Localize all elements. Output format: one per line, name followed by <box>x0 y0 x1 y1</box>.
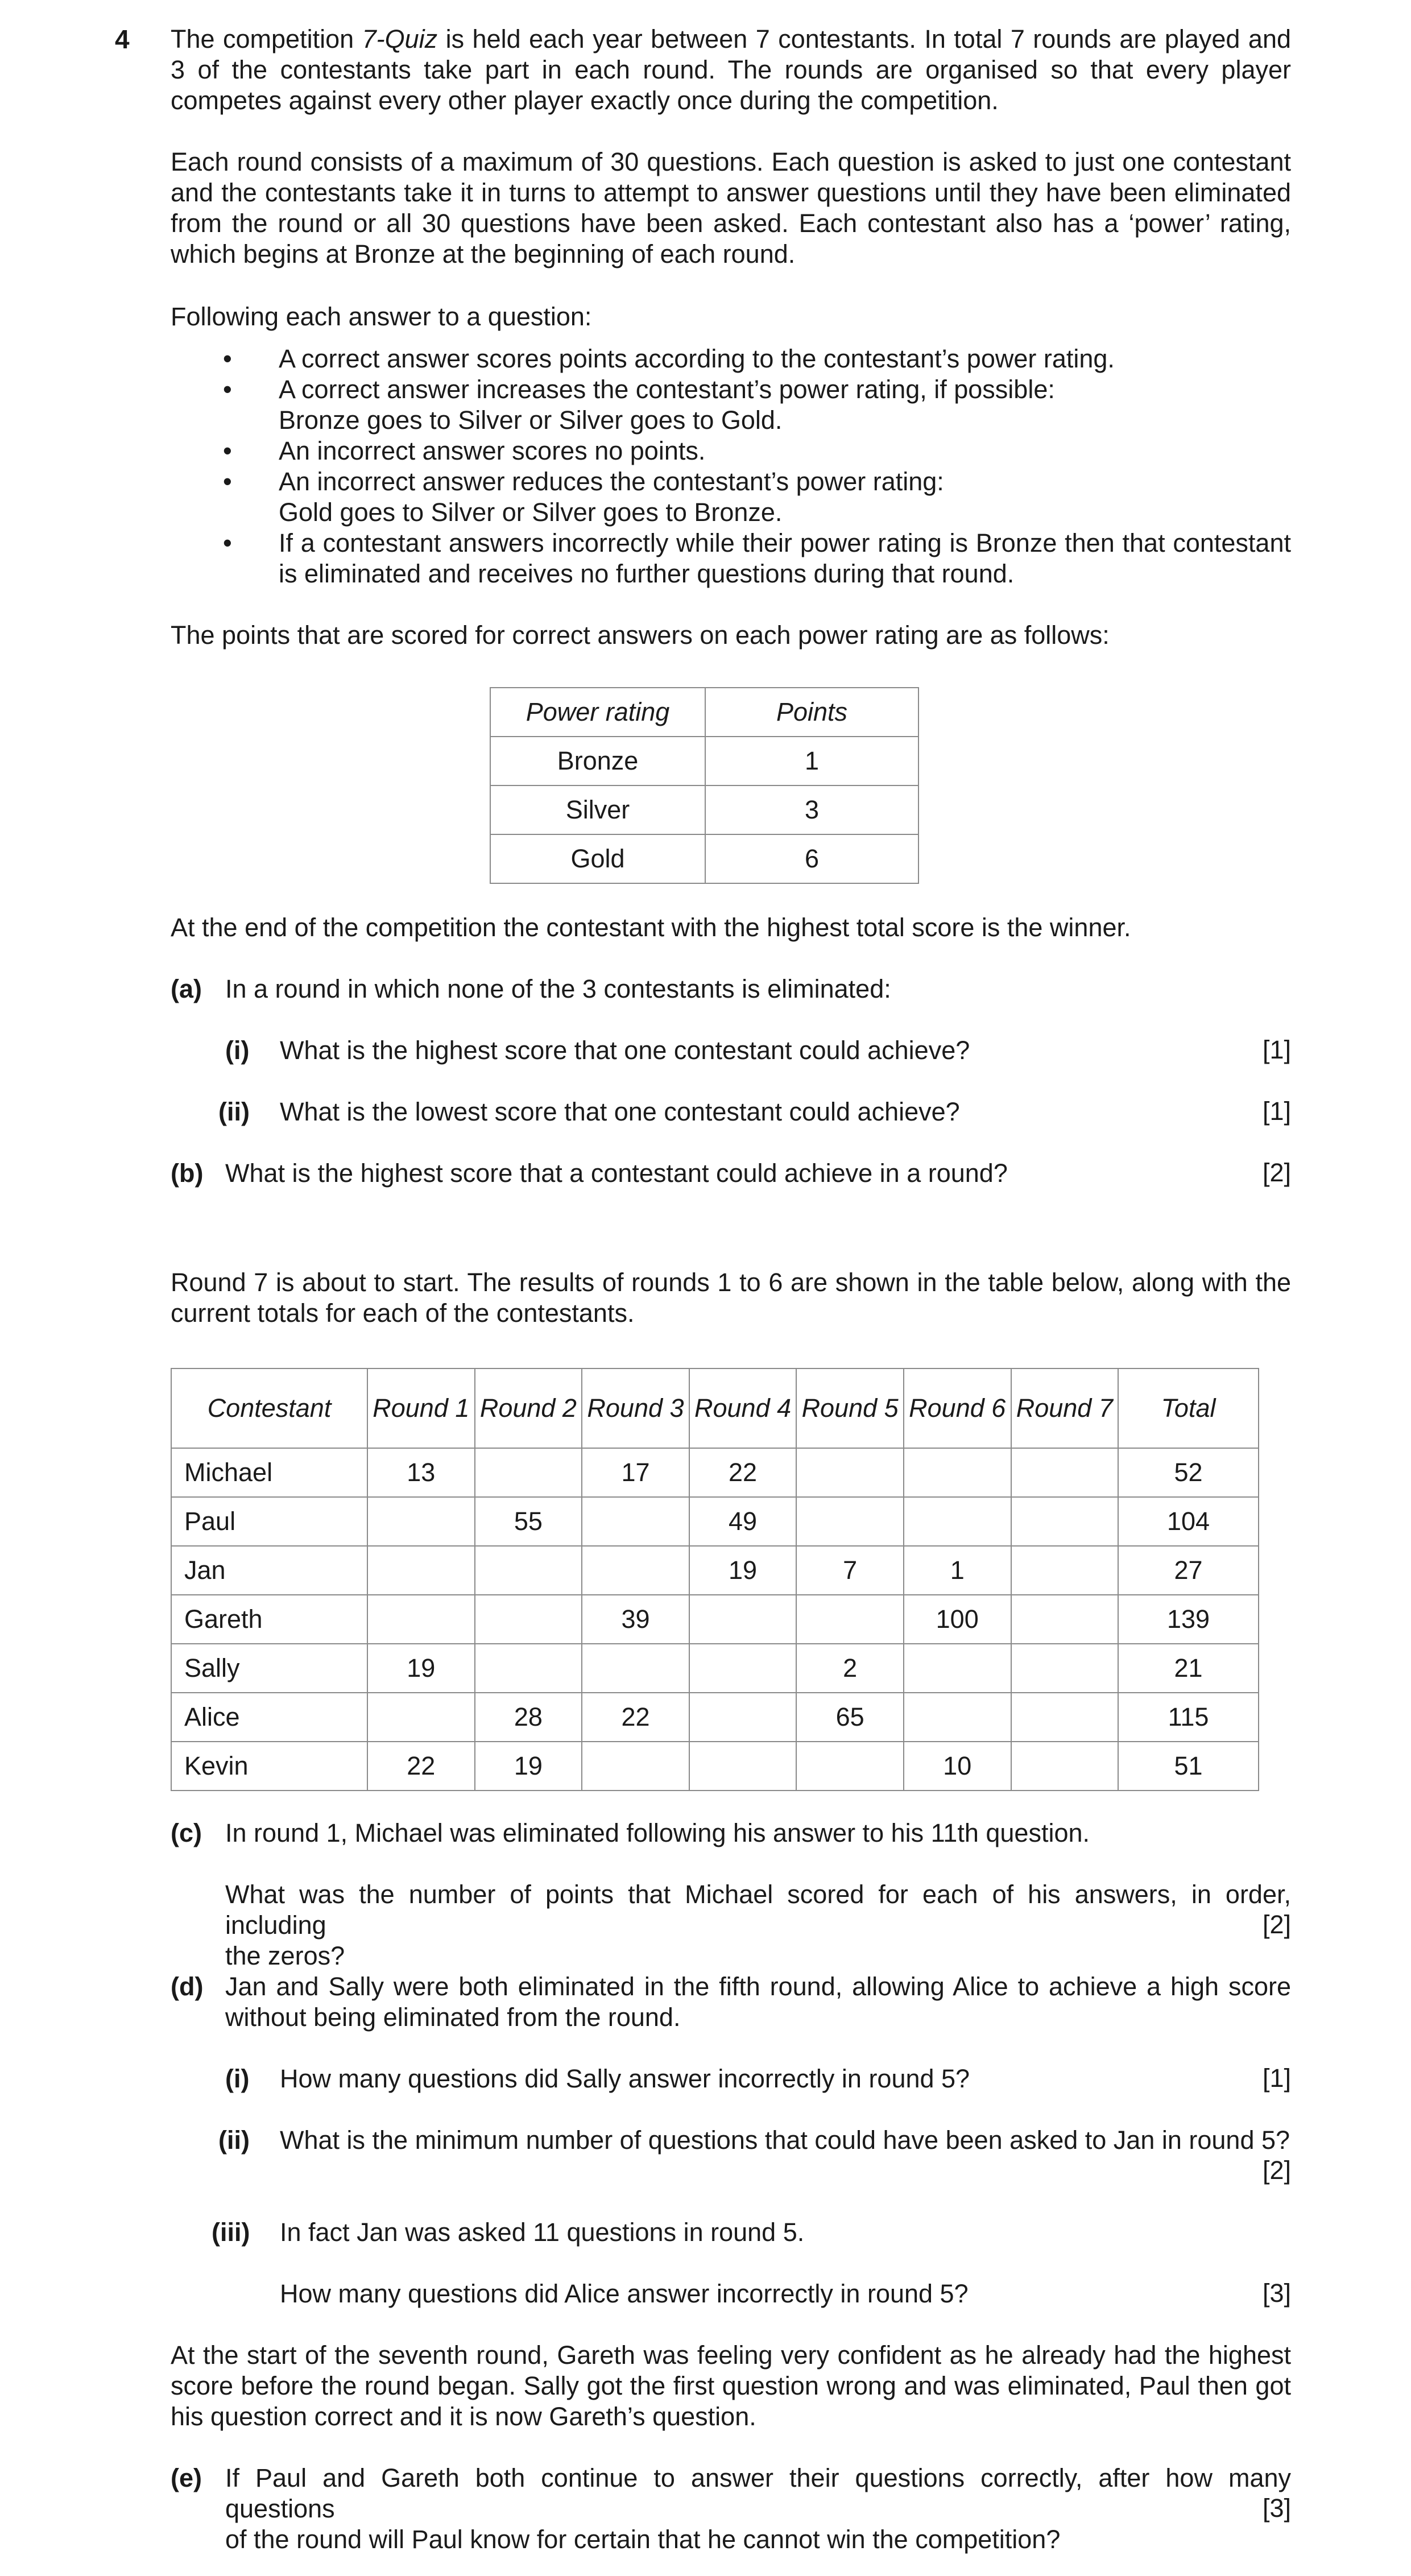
table-cell: 100 <box>904 1595 1011 1644</box>
table-cell <box>689 1644 797 1693</box>
table-cell: 139 <box>1118 1595 1259 1644</box>
table-cell: 13 <box>367 1448 475 1497</box>
table-cell: 22 <box>367 1742 475 1791</box>
table-header: Points <box>705 688 918 737</box>
subpart-text: How many questions did Sally answer incorrectly in round 5? <box>280 2064 970 2093</box>
table-cell: 52 <box>1118 1448 1259 1497</box>
table-header-row <box>490 688 918 737</box>
table-row <box>171 1595 1259 1644</box>
part-d-iii-question <box>280 2279 969 2309</box>
part-text: If Paul and Gareth both continue to answer their questions correctly, after how many questions <box>225 2463 1291 2523</box>
power-rating-table <box>490 687 919 884</box>
table-cell <box>796 1497 904 1546</box>
table-cell: 104 <box>1118 1497 1259 1546</box>
table-cell: 22 <box>689 1448 797 1497</box>
table-header: Round 1 <box>367 1368 475 1448</box>
table-row <box>171 1693 1259 1742</box>
table-cell <box>796 1595 904 1644</box>
table-cell: 19 <box>689 1546 797 1595</box>
competition-name: 7-Quiz <box>362 24 438 53</box>
table-header: Round 4 <box>689 1368 797 1448</box>
table-cell: Gareth <box>171 1595 367 1644</box>
marks: [1] <box>1262 2064 1291 2093</box>
table-cell <box>1011 1497 1119 1546</box>
winner-text: At the end of the competition the contestant with the highest total score is the winner. <box>171 913 1131 942</box>
table-row <box>171 1644 1259 1693</box>
table-cell: Kevin <box>171 1742 367 1791</box>
subpart-text: What is the highest score that one contestant could achieve? <box>280 1036 970 1065</box>
part-text: What was the number of points that Michael scored for each of his answers, in order, including <box>225 1880 1291 1940</box>
table-cell: 65 <box>796 1693 904 1742</box>
table-cell <box>367 1693 475 1742</box>
table-header-row <box>171 1368 1259 1448</box>
table-cell: 39 <box>582 1595 689 1644</box>
subpart-label: (i) <box>225 2064 250 2093</box>
table-cell: 19 <box>475 1742 582 1791</box>
table-cell: Silver <box>490 785 705 834</box>
rule-item: • An incorrect answer scores no points. <box>223 436 706 465</box>
table-cell: Bronze <box>490 737 705 785</box>
table-cell: 27 <box>1118 1546 1259 1595</box>
table-cell <box>689 1595 797 1644</box>
gareth-text: At the start of the seventh round, Gareth was feeling very confident as he already had the highest score before the round began. Sally got the first question wrong and was eliminated, Paul then got his question correct and it is now Gareth’s question. <box>171 2341 1291 2431</box>
subpart-text: What is the lowest score that one contestant could achieve? <box>280 1097 960 1126</box>
rules-list <box>171 344 1291 589</box>
part-label: (c) <box>171 1818 202 1847</box>
table-cell: 49 <box>689 1497 797 1546</box>
part-label: (a) <box>171 974 202 1003</box>
table-cell: 1 <box>705 737 918 785</box>
subpart-label: (iii) <box>212 2218 250 2247</box>
rule-item: • An incorrect answer reduces the contestant’s power rating: Gold goes to Silver or Silver goes to Bronze. <box>223 467 944 527</box>
marks: [3] <box>1262 2279 1291 2308</box>
subpart-text: In fact Jan was asked 11 questions in round 5. <box>280 2218 805 2247</box>
table-cell: 7 <box>796 1546 904 1595</box>
table-header: Round 2 <box>475 1368 582 1448</box>
table-cell <box>475 1546 582 1595</box>
table-row <box>490 834 918 883</box>
marks: [3] <box>1262 2494 1291 2523</box>
table-cell: 17 <box>582 1448 689 1497</box>
table-cell: 22 <box>582 1693 689 1742</box>
table-cell: Sally <box>171 1644 367 1693</box>
table-cell: 28 <box>475 1693 582 1742</box>
table-cell <box>582 1497 689 1546</box>
intro-paragraph-1: The competition 7-Quiz is held each year between 7 contestants. In total 7 rounds are played and 3 of the contestants take part in each round. The rounds are organised so that every player competes against every other player exactly once during the competition. <box>171 24 1292 115</box>
table-row <box>490 737 918 785</box>
table-header: Power rating <box>490 688 705 737</box>
subpart-label: (ii) <box>218 1097 250 1126</box>
table-header: Contestant <box>171 1368 367 1448</box>
table-cell: 19 <box>367 1644 475 1693</box>
table-cell: 6 <box>705 834 918 883</box>
points-intro: The points that are scored for correct answers on each power rating are as follows: <box>171 621 1110 650</box>
table-cell <box>475 1448 582 1497</box>
round7-intro: Round 7 is about to start. The results of rounds 1 to 6 are shown in the table below, along with the current totals for each of the contestants. <box>171 1268 1291 1328</box>
table-cell <box>904 1693 1011 1742</box>
results-table <box>171 1368 1259 1791</box>
rule-item: • A correct answer scores points according to the contestant’s power rating. <box>223 344 1115 373</box>
table-cell <box>1011 1595 1119 1644</box>
table-cell: 1 <box>904 1546 1011 1595</box>
table-cell <box>367 1546 475 1595</box>
table-row <box>171 1497 1259 1546</box>
table-cell: Alice <box>171 1693 367 1742</box>
table-row <box>171 1448 1259 1497</box>
table-cell <box>1011 1546 1119 1595</box>
subpart-text: What is the minimum number of questions that could have been asked to Jan in round 5? <box>280 2126 1290 2155</box>
rule-item: • If a contestant answers incorrectly while their power rating is Bronze then that contestant is eliminated and receives no further questions during that round. <box>223 528 1291 588</box>
table-cell <box>904 1497 1011 1546</box>
table-row <box>171 1546 1259 1595</box>
table-cell: Paul <box>171 1497 367 1546</box>
part-e <box>171 2463 1291 2555</box>
table-cell <box>1011 1742 1119 1791</box>
table-cell <box>689 1693 797 1742</box>
table-cell <box>904 1448 1011 1497</box>
table-row <box>490 785 918 834</box>
table-cell <box>796 1448 904 1497</box>
table-cell <box>582 1644 689 1693</box>
marks: [1] <box>1262 1097 1291 1126</box>
table-cell <box>796 1742 904 1791</box>
table-header: Round 7 <box>1011 1368 1119 1448</box>
table-cell <box>1011 1644 1119 1693</box>
table-cell: 21 <box>1118 1644 1259 1693</box>
marks: [1] <box>1262 1035 1291 1064</box>
table-cell <box>475 1595 582 1644</box>
subpart-text: How many questions did Alice answer incorrectly in round 5? <box>280 2279 969 2308</box>
table-cell <box>582 1742 689 1791</box>
marks: [2] <box>1262 1910 1291 1939</box>
rule-item: • A correct answer increases the contestant’s power rating, if possible: Bronze goes to Silver or Silver goes to Gold. <box>223 375 1055 435</box>
table-cell <box>367 1497 475 1546</box>
subpart-label: (ii) <box>218 2126 250 2155</box>
intro-paragraph-3: Following each answer to a question: <box>171 302 592 331</box>
part-d <box>171 1971 1291 2033</box>
subpart-label: (i) <box>225 1036 250 1065</box>
table-cell: 115 <box>1118 1693 1259 1742</box>
table-header: Round 5 <box>796 1368 904 1448</box>
table-cell: 10 <box>904 1742 1011 1791</box>
marks: [2] <box>1262 1158 1291 1187</box>
table-cell <box>475 1644 582 1693</box>
table-cell: 3 <box>705 785 918 834</box>
table-cell <box>689 1742 797 1791</box>
part-label: (e) <box>171 2463 202 2492</box>
part-c-question <box>225 1879 1291 1971</box>
table-cell <box>1011 1693 1119 1742</box>
part-text: In a round in which none of the 3 contestants is eliminated: <box>225 974 891 1003</box>
intro-paragraph-2: Each round consists of a maximum of 30 questions. Each question is asked to just one contestant and the contestants take it in turns to attempt to answer questions until they have been eliminated from the round or all 30 questions have been asked. Each contestant also has a ‘power’ rating, which begins at Bronze at the beginning of each round. <box>171 147 1291 268</box>
table-cell: 55 <box>475 1497 582 1546</box>
part-text: What is the highest score that a contestant could achieve in a round? <box>225 1159 1008 1188</box>
table-cell: 2 <box>796 1644 904 1693</box>
part-text: Jan and Sally were both eliminated in the fifth round, allowing Alice to achieve a high score without being eliminated from the round. <box>225 1972 1291 2032</box>
table-row <box>171 1742 1259 1791</box>
table-header: Total <box>1118 1368 1259 1448</box>
table-header: Round 3 <box>582 1368 689 1448</box>
table-cell <box>904 1644 1011 1693</box>
part-text: of the round will Paul know for certain that he cannot win the competition? <box>225 2525 1061 2554</box>
table-cell <box>367 1595 475 1644</box>
marks: [2] <box>1262 2156 1291 2185</box>
part-text: In round 1, Michael was eliminated following his answer to his 11th question. <box>225 1818 1090 1847</box>
table-cell: Michael <box>171 1448 367 1497</box>
table-cell: Jan <box>171 1546 367 1595</box>
part-text: the zeros? <box>225 1941 345 1970</box>
table-cell <box>582 1546 689 1595</box>
table-cell: 51 <box>1118 1742 1259 1791</box>
table-cell: Gold <box>490 834 705 883</box>
part-label: (b) <box>171 1159 204 1188</box>
part-label: (d) <box>171 1972 204 2001</box>
table-cell <box>1011 1448 1119 1497</box>
table-header: Round 6 <box>904 1368 1011 1448</box>
question-number: 4 <box>115 24 130 54</box>
